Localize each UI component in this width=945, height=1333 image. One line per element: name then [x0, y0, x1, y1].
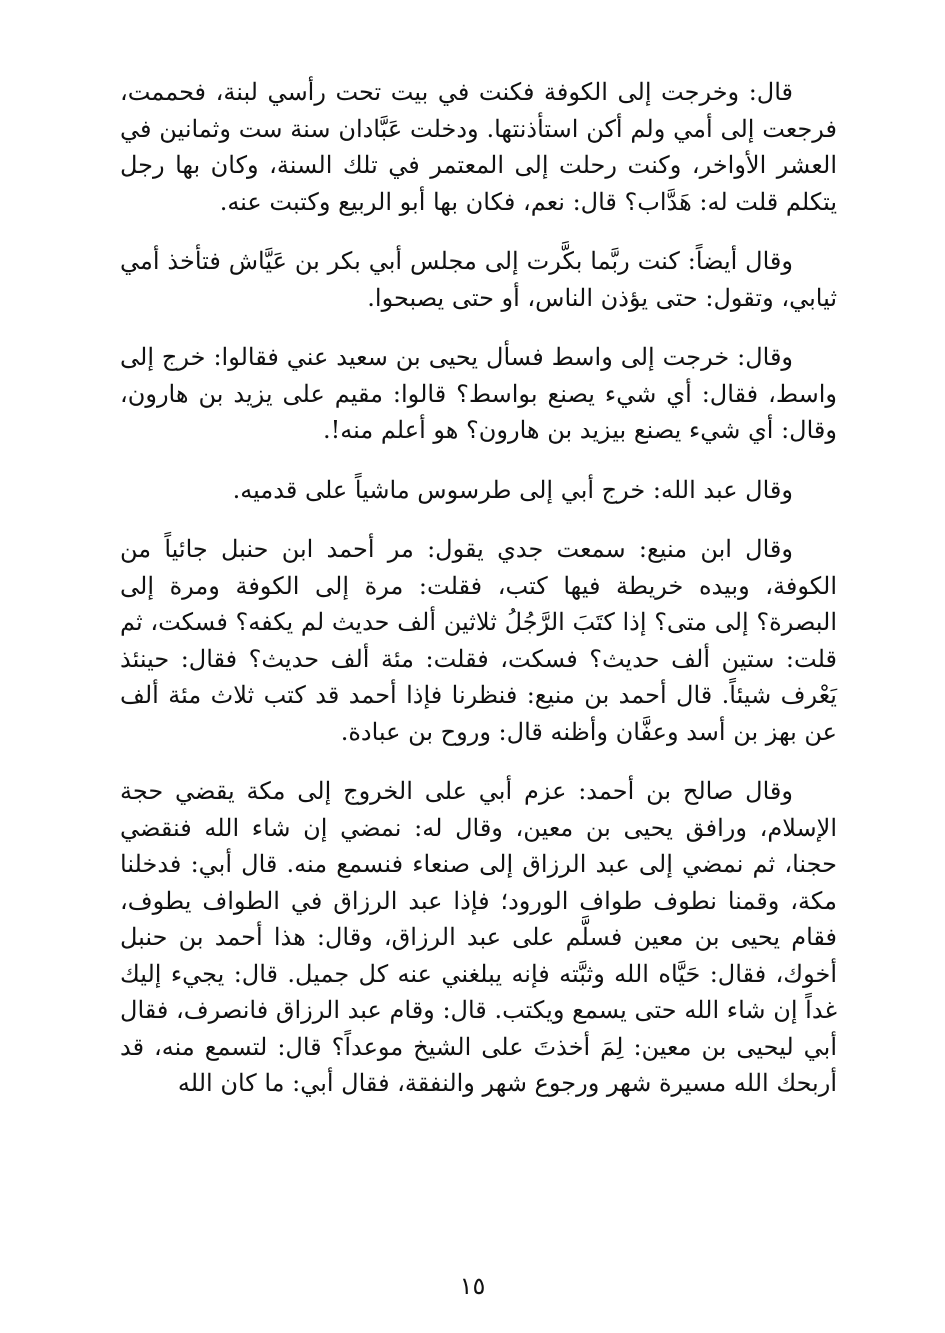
page-number: ١٥	[459, 1272, 486, 1300]
paragraph-2: وقال أيضاً: كنت ربَّما بكَّرت إلى مجلس أبي بكر بن عَيَّاش فتأخذ أمي ثيابي، وتقول: حتى يؤذن الناس، أو حتى يصبحوا.	[120, 247, 837, 312]
paragraph-5: وقال ابن منيع: سمعت جدي يقول: مر أحمد ابن حنبل جائياً من الكوفة، وبيده خريطة فيها كتب، فقلت: مرة إلى الكوفة ومرة إلى البصرة؟ إلى متى؟ إذا كتَبَ الرَّجُلُ ثلاثين ألف حديث لم يكفه؟ فسكت، ثم قلت: ستين ألف حديث؟ فسكت، فقلت: مئة ألف حديث؟ فقال: حينئذ يَعْرف شيئاً. قال أحمد بن منيع: فنظرنا فإذا أحمد قد كتب ثلاث مئة ألف عن بهز بن أسد وعفَّان وأظنه قال: وروح بن عبادة.	[120, 535, 837, 746]
paragraph-6: وقال صالح بن أحمد: عزم أبي على الخروج إلى مكة يقضي حجة الإسلام، ورافق يحيى بن معين، وقال له: نمضي إن شاء الله فنقضي حجنا، ثم نمضي إلى عبد الرزاق إلى صنعاء فنسمع منه. قال أبي: فدخلنا مكة، وقمنا نطوف طواف الورود؛ فإذا عبد الرزاق في الطواف يطوف، فقام يحيى بن معين فسلَّم على عبد الرزاق، وقال: هذا أحمد بن حنبل أخوك، فقال: حَيَّاه الله وثبَّته فإنه يبلغني عنه كل جميل. قال: يجيء إليك غداً إن شاء الله حتى يسمع ويكتب. قال: وقام عبد الرزاق فانصرف، فقال أبي ليحيى بن معين: لِمَ أخذتَ على الشيخ موعداً؟ قال: لتسمع منه، قد أربحك الله مسيرة شهر ورجوع شهر والنفقة، فقال أبي: ما كان الله	[120, 777, 837, 1097]
paragraph-3: وقال: خرجت إلى واسط فسأل يحيى بن سعيد عني فقالوا: خرج إلى واسط، فقال: أي شيء يصنع بواسط؟ قالوا: مقيم على يزيد بن هارون، وقال: أي شيء يصنع بيزيد بن هارون؟ هو أعلم منه!.	[120, 343, 837, 444]
page-body	[120, 74, 837, 1125]
paragraph-4: وقال عبد الله: خرج أبي إلى طرسوس ماشياً على قدميه.	[232, 475, 793, 504]
paragraph-1: قال: وخرجت إلى الكوفة فكنت في بيت تحت رأسي لبنة، فحممت، فرجعت إلى أمي ولم أكن استأذنتها. ودخلت عَبَّادان سنة ست وثمانين في العشر الأواخر، وكنت رحلت إلى المعتمر في تلك السنة، وكان بها رجل يتكلم قلت له: هَدَّاب؟ قال: نعم، فكان بها أبو الربيع وكتبت عنه.	[120, 78, 837, 216]
